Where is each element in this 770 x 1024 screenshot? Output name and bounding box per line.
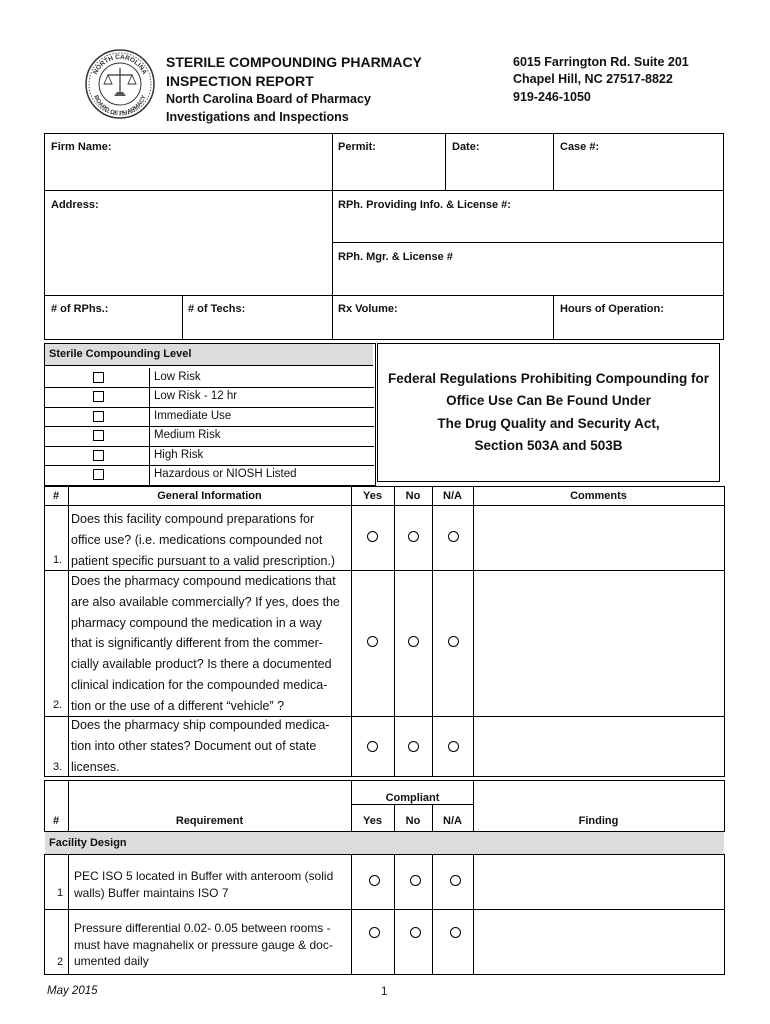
federal-note-line4: Section 503A and 503B bbox=[474, 438, 623, 453]
num-techs-field[interactable] bbox=[182, 295, 333, 340]
permit-label: Permit: bbox=[338, 141, 376, 153]
firm-name-label: Firm Name: bbox=[51, 141, 112, 153]
permit-field[interactable] bbox=[332, 133, 446, 191]
low-risk-12hr-checkbox[interactable] bbox=[93, 391, 104, 402]
low-risk-12hr-label: Low Risk - 12 hr bbox=[154, 390, 238, 402]
board-address-line1: 6015 Farrington Rd. Suite 201 bbox=[513, 55, 689, 69]
req-compliant-header: Compliant bbox=[385, 792, 440, 804]
req-col-yes: Yes bbox=[363, 815, 382, 827]
gi-col-yes: Yes bbox=[363, 490, 382, 502]
case-number-field[interactable] bbox=[553, 133, 724, 191]
req-col-na: N/A bbox=[443, 815, 462, 827]
gi-q3-na-radio[interactable] bbox=[448, 741, 459, 752]
federal-regulations-note bbox=[377, 343, 720, 482]
rph-info-field[interactable] bbox=[332, 190, 724, 243]
gi-q2-na-radio[interactable] bbox=[448, 636, 459, 647]
num-techs-label: # of Techs: bbox=[188, 303, 246, 315]
gi-q1-comments[interactable] bbox=[474, 506, 724, 570]
rx-volume-field[interactable] bbox=[332, 295, 554, 340]
rph-info-label: RPh. Providing Info. & License #: bbox=[338, 199, 511, 211]
req-item-2: Pressure differential 0.02- 0.05 between rooms - must have magnahelix or pressure gauge & doc- umented daily bbox=[74, 921, 333, 968]
firm-name-field[interactable] bbox=[44, 133, 333, 191]
req2-na-radio[interactable] bbox=[450, 927, 461, 938]
gi-question-2: Does the pharmacy compound medications that are also available commercially? If yes, does the pharmacy compound the medication in a way that is significantly different from the commer- cially available product? Is there a documented clinical indication for the compounded medica- tion or the use of a different “vehicle” ? bbox=[71, 574, 340, 713]
gi-q3-no-radio[interactable] bbox=[408, 741, 419, 752]
gi-question-1: Does this facility compound preparations for office use? (i.e. medications compounded not patient specific pursuant to a valid prescription.) bbox=[71, 512, 336, 568]
address-field[interactable] bbox=[44, 190, 333, 296]
report-title-line1: STERILE COMPOUNDING PHARMACY bbox=[166, 54, 422, 70]
gi-question-3-number: 3. bbox=[53, 761, 63, 773]
high-risk-checkbox[interactable] bbox=[93, 450, 104, 461]
req2-no-radio[interactable] bbox=[410, 927, 421, 938]
compounding-level-header bbox=[45, 344, 373, 366]
date-field[interactable] bbox=[445, 133, 554, 191]
page-number: 1 bbox=[381, 986, 388, 998]
gi-question-2-number: 2. bbox=[53, 699, 63, 711]
hazardous-checkbox[interactable] bbox=[93, 469, 104, 480]
facility-design-label: Facility Design bbox=[49, 837, 127, 849]
rx-volume-label: Rx Volume: bbox=[338, 303, 398, 315]
gi-col-no: No bbox=[405, 490, 421, 502]
low-risk-label: Low Risk bbox=[154, 371, 201, 383]
req-col-num: # bbox=[52, 815, 60, 827]
general-info-table bbox=[44, 486, 726, 778]
high-risk-label: High Risk bbox=[154, 449, 204, 461]
req-col-requirement: Requirement bbox=[175, 815, 244, 827]
gi-q3-comments[interactable] bbox=[474, 717, 724, 776]
federal-note-line2: Office Use Can Be Found Under bbox=[446, 393, 651, 408]
req1-finding[interactable] bbox=[474, 855, 724, 909]
federal-note-line3: The Drug Quality and Security Act, bbox=[437, 416, 660, 431]
medium-risk-checkbox[interactable] bbox=[93, 430, 104, 441]
gi-col-comments: Comments bbox=[570, 490, 627, 502]
address-label: Address: bbox=[51, 199, 99, 211]
req-item-2-number: 2 bbox=[57, 956, 64, 968]
gi-q1-yes-radio[interactable] bbox=[367, 531, 378, 542]
immediate-use-checkbox[interactable] bbox=[93, 411, 104, 422]
rph-mgr-field[interactable] bbox=[332, 242, 724, 296]
req1-no-radio[interactable] bbox=[410, 875, 421, 886]
rph-mgr-label: RPh. Mgr. & License # bbox=[338, 251, 453, 263]
gi-q2-comments[interactable] bbox=[474, 571, 724, 716]
req-col-no: No bbox=[405, 815, 421, 827]
gi-q1-na-radio[interactable] bbox=[448, 531, 459, 542]
low-risk-checkbox[interactable] bbox=[93, 372, 104, 383]
gi-q1-no-radio[interactable] bbox=[408, 531, 419, 542]
org-name: North Carolina Board of Pharmacy bbox=[166, 92, 371, 106]
svg-text:NORTH CAROLINA: NORTH CAROLINA bbox=[92, 53, 148, 76]
req-col-finding: Finding bbox=[578, 815, 619, 827]
date-label: Date: bbox=[452, 141, 480, 153]
case-number-label: Case #: bbox=[560, 141, 600, 153]
req2-yes-radio[interactable] bbox=[369, 927, 380, 938]
report-title-line2: INSPECTION REPORT bbox=[166, 73, 314, 89]
requirements-table bbox=[44, 780, 726, 975]
board-seal bbox=[84, 48, 156, 120]
immediate-use-label: Immediate Use bbox=[154, 410, 232, 422]
footer-date: May 2015 bbox=[47, 985, 98, 997]
gi-q2-yes-radio[interactable] bbox=[367, 636, 378, 647]
svg-text:BOARD OF PHARMACY: BOARD OF PHARMACY bbox=[92, 94, 148, 118]
req1-yes-radio[interactable] bbox=[369, 875, 380, 886]
compounding-level-title: Sterile Compounding Level bbox=[49, 348, 192, 360]
req-item-1-number: 1 bbox=[57, 887, 64, 899]
medium-risk-label: Medium Risk bbox=[154, 429, 221, 441]
org-division: Investigations and Inspections bbox=[166, 110, 349, 124]
gi-q3-yes-radio[interactable] bbox=[367, 741, 378, 752]
hazardous-label: Hazardous or NIOSH Listed bbox=[154, 468, 297, 480]
facility-design-section bbox=[45, 832, 724, 854]
gi-q2-no-radio[interactable] bbox=[408, 636, 419, 647]
board-address-line2: Chapel Hill, NC 27517-8822 bbox=[513, 72, 673, 86]
gi-question-1-number: 1. bbox=[53, 554, 63, 566]
num-rphs-field[interactable] bbox=[44, 295, 183, 340]
gi-question-3: Does the pharmacy ship compounded medica- tion into other states? Document out of state licenses. bbox=[71, 718, 330, 774]
gi-col-info: General Information bbox=[157, 490, 262, 502]
num-rphs-label: # of RPhs.: bbox=[51, 303, 109, 315]
req1-na-radio[interactable] bbox=[450, 875, 461, 886]
gi-col-na: N/A bbox=[443, 490, 462, 502]
hours-label: Hours of Operation: bbox=[560, 303, 664, 315]
req-item-1: PEC ISO 5 located in Buffer with anteroom (solid walls) Buffer maintains ISO 7 bbox=[74, 869, 334, 900]
hours-field[interactable] bbox=[553, 295, 724, 340]
board-phone: 919-246-1050 bbox=[513, 90, 591, 104]
federal-note-line1: Federal Regulations Prohibiting Compounding for bbox=[388, 371, 709, 386]
req2-finding[interactable] bbox=[474, 910, 724, 974]
gi-col-num: # bbox=[52, 490, 60, 502]
